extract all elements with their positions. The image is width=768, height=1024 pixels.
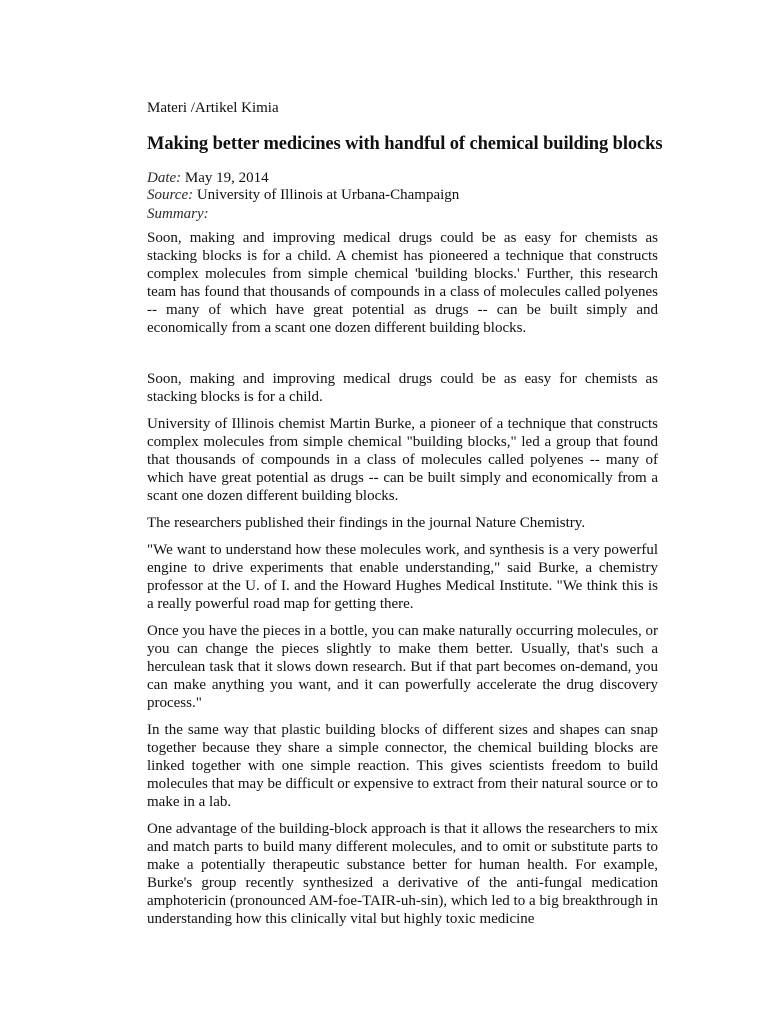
body-paragraph: The researchers published their findings in the journal Nature Chemistry. bbox=[147, 515, 586, 531]
date-line bbox=[147, 170, 658, 187]
article-category: Materi /Artikel Kimia bbox=[147, 100, 279, 116]
source-label: Source: bbox=[147, 187, 194, 203]
document-page bbox=[147, 98, 663, 937]
summary-paragraph: Soon, making and improving medical drugs could be as easy for chemists as stacking blocks is for a child. A chemist has pioneered a technique that constructs complex molecules from simple chemical 'building blocks.' Further, this research team has found that thousands of compounds in a class of molecules called polyenes -- many of which have great potential as drugs -- can be built simply and economically from a scant one dozen different building blocks. bbox=[147, 230, 658, 336]
body-paragraph: One advantage of the building-block approach is that it allows the researchers to mix and match parts to build many different molecules, and to omit or substitute parts to make a potentially therapeutic substance better for human health. For example, Burke's group recently synthesized a derivative of the anti-fungal medication amphotericin (pronounced AM-foe-TAIR-uh-sin), which led to a big breakthrough in understanding how this clinically vital but highly toxic medicine bbox=[147, 821, 658, 927]
date-value: May 19, 2014 bbox=[184, 170, 269, 186]
body-paragraph: Once you have the pieces in a bottle, you can make naturally occurring molecules, or you can change the pieces slightly to make them better. Usually, that's such a herculean task that it slows down research. But if that part becomes on-demand, you can make anything you want, and it can powerfully accelerate the drug discovery process." bbox=[147, 623, 658, 711]
source-line bbox=[147, 187, 658, 204]
body-paragraph: Soon, making and improving medical drugs could be as easy for chemists as stacking blocks is for a child. bbox=[147, 371, 658, 405]
summary-label: Summary: bbox=[147, 206, 209, 222]
body-paragraph: "We want to understand how these molecules work, and synthesis is a very powerful engine to drive experiments that enable understanding," said Burke, a chemistry professor at the U. of I. and the Howard Hughes Medical Institute. "We think this is a really powerful road map for getting there. bbox=[147, 542, 658, 612]
date-label: Date: bbox=[147, 170, 182, 186]
body-paragraph: University of Illinois chemist Martin Burke, a pioneer of a technique that constructs complex molecules from simple chemical "building blocks," led a group that found that thousands of compounds in a class of molecules called polyenes -- many of which have great potential as drugs -- can be built simply and economically from a scant one dozen different building blocks. bbox=[147, 416, 658, 504]
source-value: University of Illinois at Urbana-Champaign bbox=[196, 187, 460, 203]
section-spacer bbox=[147, 346, 658, 370]
body-paragraph: In the same way that plastic building blocks of different sizes and shapes can snap together because they share a simple connector, the chemical building blocks are linked together with one simple reaction. This gives scientists freedom to build molecules that may be difficult or expensive to extract from their natural source or to make in a lab. bbox=[147, 722, 658, 810]
article-title: Making better medicines with handful of chemical building blocks bbox=[147, 134, 663, 154]
